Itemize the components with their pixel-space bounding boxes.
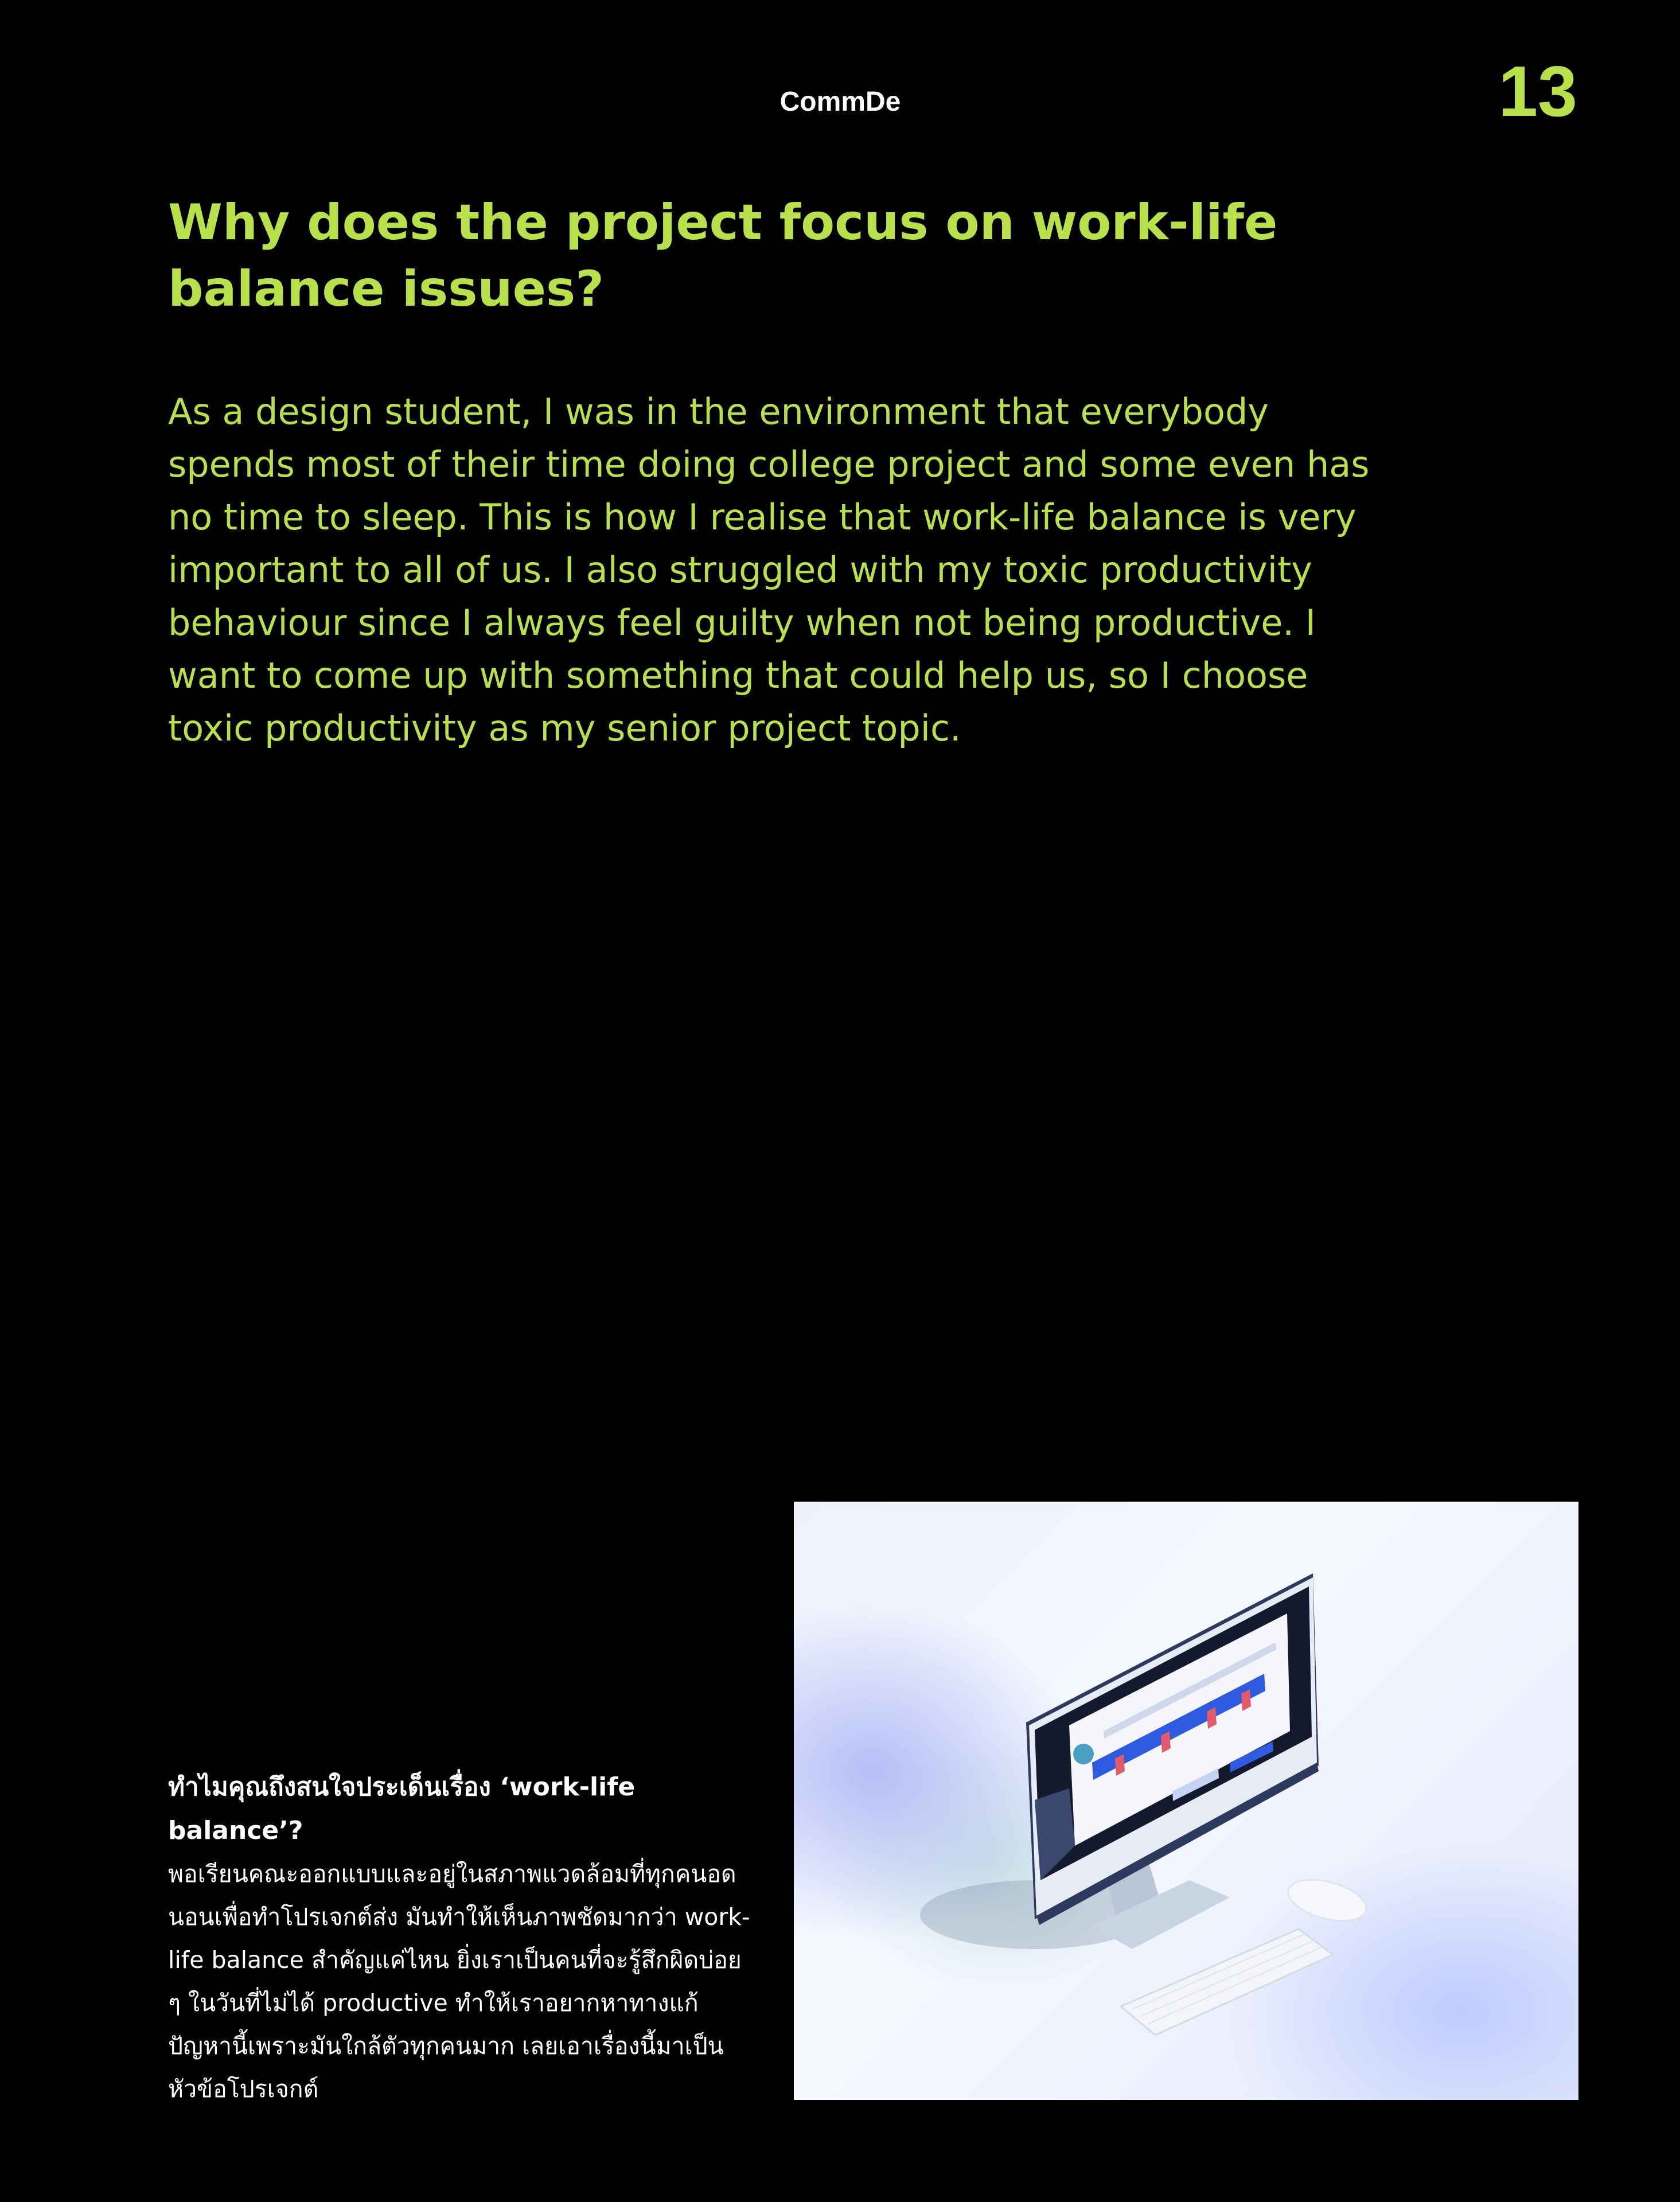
desktop-mockup-image [794, 1502, 1578, 2100]
page-number: 13 [1498, 52, 1577, 131]
thai-subheading: ทำไมคุณถึงสนใจประเด็นเรื่อง ‘work-life balance’? [168, 1772, 636, 1845]
thai-body-paragraph: พอเรียนคณะออกแบบและอยู่ในสภาพแวดล้อมที่ทุกคนอดนอนเพื่อทำโปรเจกต์ส่ง มันทำให้เห็นภาพชัดมากว่า work-life balance สำคัญแค่ไหน ยิ่งเราเป็นคนที่จะรู้สึกผิดบ่อย ๆ ในวันที่ไม่ได้ productive ทำให้เราอยากหาทางแก้ปัญหานี้เพราะมันใกล้ตัวทุกคนมาก เลยเอาเรื่องนี้มาเป็นหัวข้อโปรเจกต์ [168, 1860, 750, 2103]
brand-label: CommDe [779, 87, 901, 117]
body-paragraph-english: As a design student, I was in the environment that everybody spends most of their time doing college project and some even has no time to sleep. This is how I realise that work-life balance is very important to all of us. I also struggled with my toxic productivity behaviour since I always feel guilty when not being productive. I want to come up with something that could help us, so I choose toxic productivity as my senior project topic. [168, 391, 1370, 749]
desktop-computer-mockup-icon [794, 1502, 1578, 2100]
page-heading: Why does the project focus on work-life balance issues? [168, 194, 1278, 318]
